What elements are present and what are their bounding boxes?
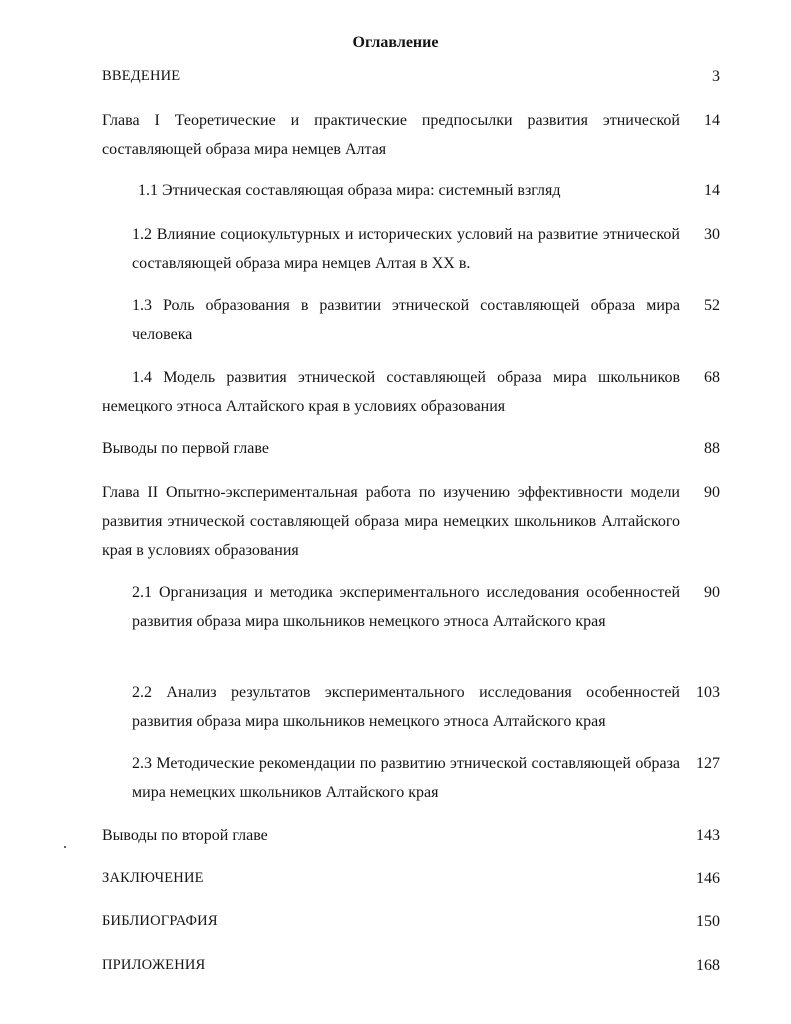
toc-page-number: 14: [704, 182, 720, 199]
toc-page-number: 88: [704, 440, 720, 457]
toc-page-number: 3: [712, 68, 720, 85]
toc-entry-introduction[interactable]: ВВЕДЕНИЕ: [102, 68, 181, 84]
toc-page-number: 52: [704, 297, 720, 314]
page-title: Оглавление: [352, 34, 439, 51]
toc-entry-conclusions-1[interactable]: Выводы по первой главе: [102, 440, 269, 457]
toc-entry-conclusions-2[interactable]: Выводы по второй главе: [102, 827, 268, 844]
toc-page-number: 168: [696, 957, 720, 974]
toc-entry-section-1-4[interactable]: 1.4 Модель развития этнической составляющей образа мира школьников немецкого этноса Алтайского края в условиях образования: [102, 369, 680, 415]
toc-page-number: 14: [704, 112, 720, 129]
toc-page-number: 90: [704, 584, 720, 601]
toc-entry-chapter-1[interactable]: Глава I Теоретические и практические предпосылки развития этнической составляющей образа мира немцев Алтая: [102, 112, 680, 158]
toc-page-number: 68: [704, 369, 720, 386]
toc-entry-section-2-3[interactable]: 2.3 Методические рекомендации по развитию этнической составляющей образа мира немецких школьников Алтайского края: [132, 755, 680, 801]
toc-entry-section-1-1[interactable]: 1.1 Этническая составляющая образа мира: системный взгляд: [138, 182, 561, 199]
toc-entry-section-1-2[interactable]: 1.2 Влияние социокультурных и исторических условий на развитие этнической составляющей образа мира немцев Алтая в XX в.: [132, 226, 680, 272]
toc-page-number: 146: [696, 870, 720, 887]
toc-entry-chapter-2[interactable]: Глава II Опытно-экспериментальная работа по изучению эффективности модели развития этнической составляющей образа мира немецких школьников Алтайского края в условиях образования: [102, 484, 680, 559]
toc-entry-section-1-3[interactable]: 1.3 Роль образования в развитии этнической составляющей образа мира человека: [132, 297, 680, 343]
toc-page-number: 30: [704, 226, 720, 243]
toc-entry-section-2-2[interactable]: 2.2 Анализ результатов экспериментального исследования особенностей развития образа мира школьников немецкого этноса Алтайского края: [132, 684, 680, 730]
toc-entry-appendices[interactable]: ПРИЛОЖЕНИЯ: [102, 957, 206, 973]
toc-entry-conclusion[interactable]: ЗАКЛЮЧЕНИЕ: [102, 870, 204, 886]
toc-page-number: 103: [696, 684, 720, 701]
toc-page-number: 127: [696, 755, 720, 772]
toc-page-number: 90: [704, 484, 720, 501]
toc-entry-bibliography[interactable]: БИБЛИОГРАФИЯ: [102, 913, 218, 929]
toc-page-number: 143: [696, 827, 720, 844]
scan-speck: [64, 846, 66, 848]
toc-page-number: 150: [696, 913, 720, 930]
toc-entry-section-2-1[interactable]: 2.1 Организация и методика экспериментального исследования особенностей развития образа мира школьников немецкого этноса Алтайского края: [132, 584, 680, 630]
